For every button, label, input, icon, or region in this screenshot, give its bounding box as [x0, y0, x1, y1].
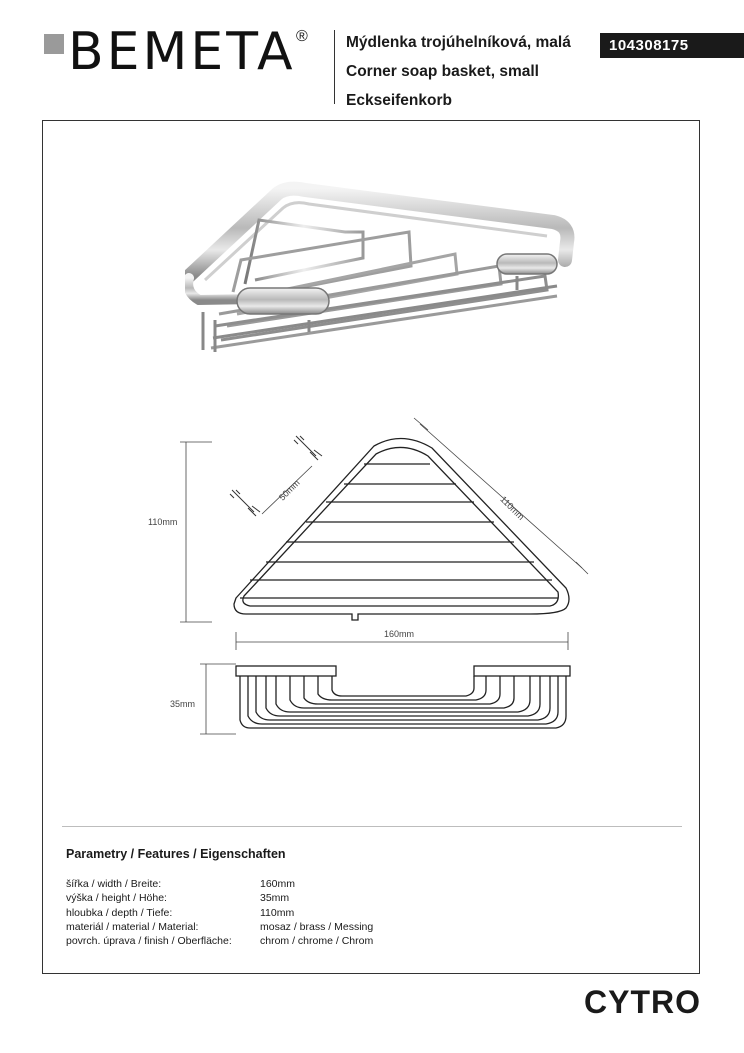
feature-label: výška / height / Höhe: [66, 892, 167, 905]
feature-label: šířka / width / Breite: [66, 878, 162, 890]
dim-diagonal-label: 110mm [498, 494, 527, 522]
dim-height-label: 35mm [170, 699, 196, 709]
feature-value: 160mm [260, 878, 296, 890]
brand-name: BEMETA [68, 22, 296, 82]
feature-label: hloubka / depth / Tiefe: [66, 906, 173, 919]
feature-label: povrch. úprava / finish / Oberfläche: [66, 935, 232, 948]
dim-depth-label: 110mm [148, 517, 178, 527]
feature-value: mosaz / brass / Messing [260, 920, 374, 933]
title-de: Eckseifenkorb [346, 92, 452, 109]
product-photo [185, 180, 575, 360]
registered-mark: ® [296, 28, 308, 45]
features-heading: Parametry / Features / Eigenschaften [66, 847, 286, 861]
dim-width-label: 160mm [384, 629, 415, 639]
header-divider [334, 30, 335, 104]
section-divider [62, 826, 682, 827]
feature-label: materiál / material / Material: [66, 920, 199, 933]
product-titles [346, 28, 571, 115]
product-code-badge: 104308175 [600, 33, 744, 58]
feature-value: 110mm [260, 906, 295, 919]
series-name: CYTRO [584, 984, 701, 1020]
brand-logo [44, 24, 316, 80]
logo-square [44, 34, 64, 54]
feature-value: chrom / chrome / Chrom [260, 935, 374, 948]
feature-value: 35mm [260, 892, 290, 905]
title-en: Corner soap basket, small [346, 63, 539, 80]
title-cz: Mýdlenka trojúhelníková, malá [346, 34, 571, 51]
dim-mount-label: 50mm [276, 477, 302, 503]
